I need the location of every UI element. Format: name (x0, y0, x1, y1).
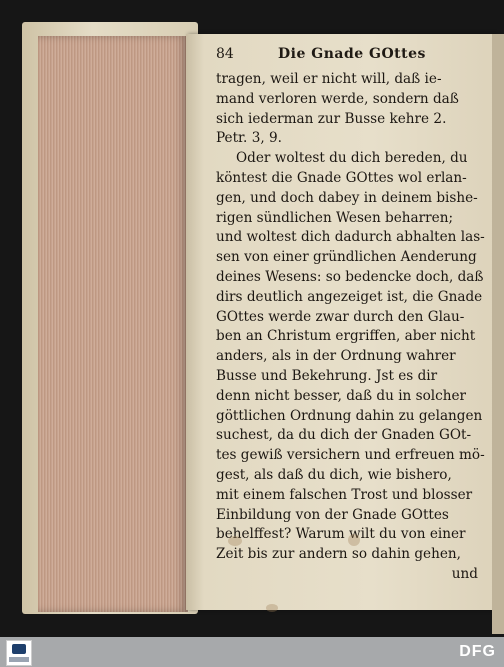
page-stain (266, 604, 278, 612)
text-line: und woltest dich dadurch abhalten las- (216, 229, 485, 246)
text-line: anders, als in der Ordnung wahrer (216, 348, 456, 365)
text-line: gest, als daß du dich, wie bishero, (216, 466, 452, 483)
text-line: dirs deutlich angezeiget ist, die Gnade (216, 288, 483, 305)
text-line: Busse und Bekehrung. Jst es dir (216, 367, 438, 384)
page-header (216, 44, 476, 66)
viewer-footer-bar (0, 637, 504, 667)
text-line: göttlichen Ordnung dahin zu gelangen (216, 407, 483, 424)
text-line: tes gewiß versichern und erfreuen mö- (216, 447, 485, 464)
page-edge-right (492, 34, 504, 634)
page-stain (228, 536, 242, 546)
library-logo-icon[interactable] (6, 640, 32, 666)
page-stain (348, 534, 360, 546)
text-line: deines Wesens: so bedencke doch, daß (216, 268, 484, 285)
dfg-logo[interactable]: DFG (459, 643, 496, 660)
text-line: Oder woltest du dich bereden, du (236, 150, 468, 167)
text-line: sen von einer gründlichen Aenderung (216, 249, 477, 266)
text-line: mand verloren werde, sondern daß (216, 90, 459, 107)
catchword: und (451, 565, 478, 582)
text-line: suchest, da du dich der Gnaden GOt- (216, 427, 472, 444)
running-head: Die Gnade GOttes (278, 46, 426, 62)
text-line: denn nicht besser, daß du in solcher (216, 387, 467, 404)
text-line: Zeit bis zur andern so dahin gehen, (216, 546, 461, 563)
text-line: mit einem falschen Trost und blosser (216, 486, 473, 503)
text-line: Petr. 3, 9. (216, 130, 282, 147)
text-line: GOttes werde zwar durch den Glau- (216, 308, 465, 325)
text-line: rigen sündlichen Wesen beharren; (216, 209, 454, 226)
page-edges (38, 36, 188, 612)
text-line: tragen, weil er nicht will, daß ie- (216, 71, 442, 87)
text-line: behelffest? Warum wilt du von einer (216, 526, 466, 543)
text-line: gen, und doch dabey in deinem bishe- (216, 189, 478, 206)
body-text (216, 70, 485, 585)
text-line: sich iederman zur Busse kehre 2. (216, 110, 447, 127)
text-line: ben an Christum ergriffen, aber nicht (216, 328, 476, 345)
text-line: köntest die Gnade GOttes wol erlan- (216, 169, 467, 186)
page-number: 84 (216, 46, 234, 62)
text-line: Einbildung von der Gnade GOttes (216, 506, 449, 523)
